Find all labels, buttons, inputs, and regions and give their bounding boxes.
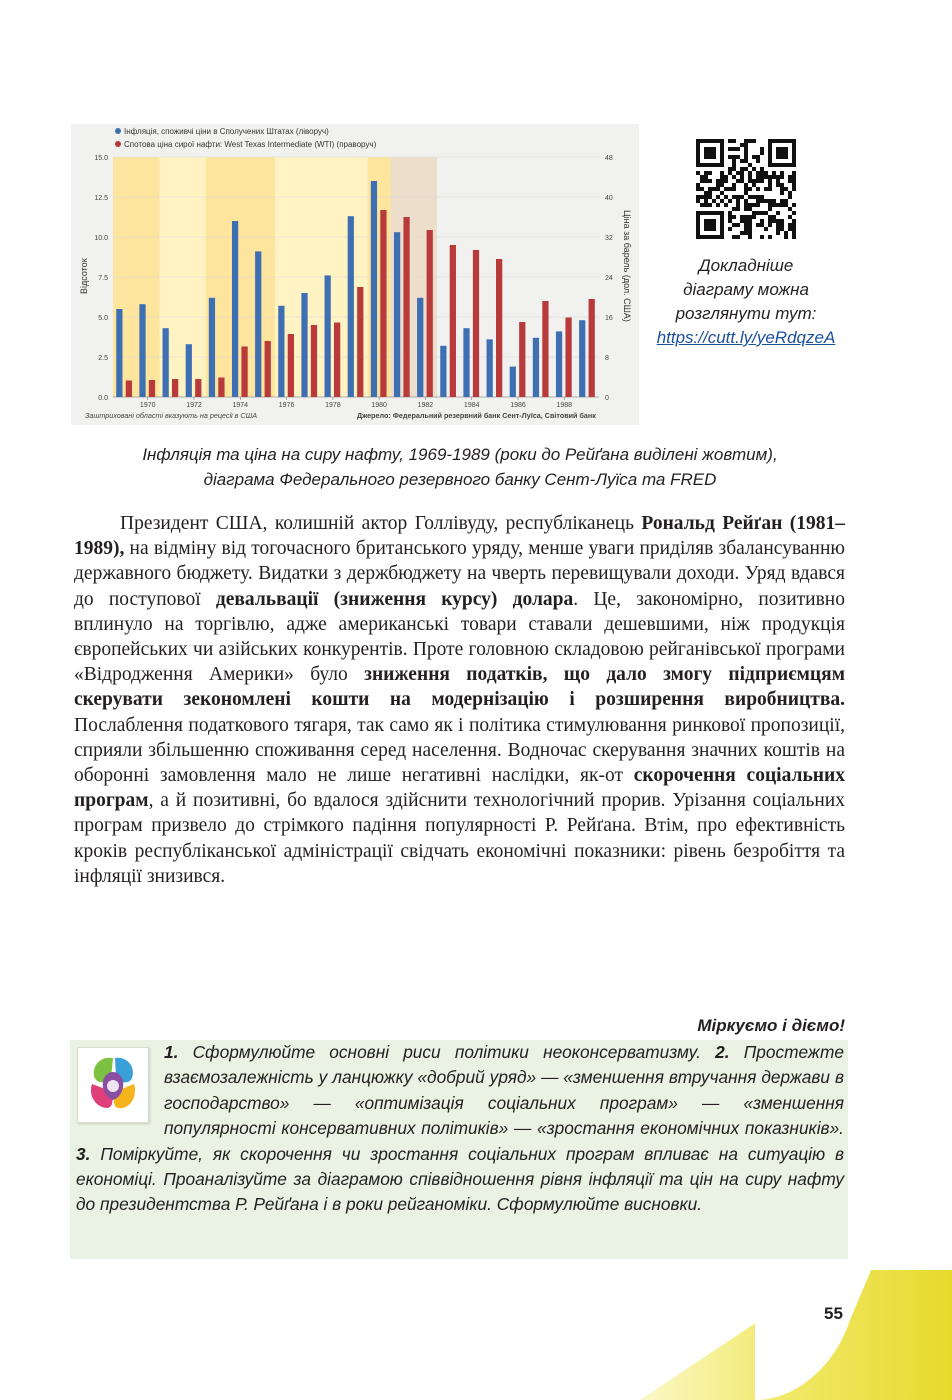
task-number: 2. — [715, 1042, 730, 1062]
left-tick-label: 10.0 — [94, 235, 108, 242]
inflation-bar — [417, 298, 423, 397]
oil-price-bar — [334, 323, 340, 398]
legend-oil-label: Спотова ціна сирої нафти: West Texas Intermediate (WTI) (праворуч) — [124, 140, 377, 149]
task-number: 3. — [76, 1143, 91, 1164]
oil-price-bar — [149, 380, 155, 397]
chart-footnote-source: Джерело: Федеральний резервний банк Сент-Луїса, Світовий банк — [357, 411, 596, 420]
right-tick-label: 24 — [605, 275, 613, 282]
bold-run: девальвації (зниження курсу) долара — [215, 588, 574, 610]
left-tick-label: 2.5 — [98, 355, 108, 362]
x-tick-label: 1980 — [371, 402, 387, 409]
inflation-bar — [325, 275, 331, 397]
x-tick-label: 1976 — [278, 402, 295, 409]
right-tick-label: 40 — [605, 195, 613, 202]
caption-line: Інфляція та ціна на сиру нафту, 1969-1989 (роки до Рейґана виділені жовтим), — [142, 445, 778, 464]
chart-footnote-recession: Заштриховані області вказують на рецесії в США — [85, 411, 257, 420]
oil-price-bar — [565, 318, 571, 398]
inflation-bar — [301, 293, 307, 397]
inflation-bar — [116, 309, 122, 397]
qr-note-line: діаграму можна — [683, 280, 809, 299]
inflation-bar — [209, 298, 215, 397]
oil-price-bar — [403, 217, 409, 397]
bold-run: Рональд Рейґан (1981–1989), — [74, 513, 845, 560]
text-run: Президент США, колишній актор Голлівуду, республіканець — [120, 513, 642, 534]
inflation-bar — [579, 320, 585, 397]
caption-line: діаграма Федерального резервного банку Сент-Луїса та FRED — [203, 470, 717, 489]
inflation-oil-chart — [71, 124, 639, 425]
main-paragraph — [74, 511, 845, 889]
right-tick-label: 8 — [605, 355, 609, 362]
inflation-bar — [533, 338, 539, 397]
page-corner-decoration — [0, 1260, 952, 1400]
task-question: Сформулюйте основні риси політики неоконсерватизму. — [178, 1042, 701, 1062]
task-question: Поміркуйте, як скорочення чи зростання соціальних програм впливає на ситуацію в економіці. Проаналізуйте за діаграмою співвідношення рівня інфляції та цін на сиру нафту до президентства Р. Рейґана і в роки рейганоміки. Сформулюйте висновки. — [76, 1143, 844, 1215]
qr-link[interactable]: https://cutt.ly/yeRdqzeA — [656, 328, 836, 347]
figure-caption — [70, 442, 850, 492]
qr-note — [648, 254, 844, 350]
inflation-bar — [556, 331, 562, 397]
inflation-bar — [255, 251, 261, 397]
oil-price-bar — [172, 379, 178, 397]
x-tick-label: 1984 — [463, 402, 480, 409]
legend-inflation-marker — [115, 128, 121, 134]
left-tick-label: 15.0 — [94, 155, 108, 162]
oil-price-bar — [450, 245, 456, 397]
left-tick-label: 0.0 — [98, 395, 108, 402]
right-tick-label: 48 — [605, 155, 613, 162]
left-tick-label: 5.0 — [98, 315, 108, 322]
inflation-bar — [163, 328, 169, 397]
right-tick-label: 16 — [605, 315, 613, 322]
inflation-bar — [440, 346, 446, 397]
task-number: 1. — [164, 1042, 179, 1062]
oil-price-bar — [311, 325, 317, 397]
oil-price-bar — [519, 322, 525, 397]
legend-oil-marker — [115, 141, 121, 147]
oil-price-bar — [126, 381, 132, 398]
y-axis-left-label: Відсоток — [79, 258, 89, 294]
y-axis-right-label: Ціна за барель (дол. США) — [622, 210, 632, 322]
tasks-heading: Міркуємо і діємо! — [697, 1016, 845, 1035]
chart-figure — [71, 124, 639, 425]
x-tick-label: 1982 — [417, 402, 434, 409]
oil-price-bar — [195, 379, 201, 397]
inflation-bar — [278, 306, 284, 397]
tasks-text — [76, 1040, 844, 1218]
inflation-bar — [463, 328, 469, 397]
x-tick-label: 1970 — [139, 402, 156, 409]
page-number: 55 — [824, 1304, 843, 1323]
oil-price-bar — [241, 347, 247, 398]
left-tick-label: 7.5 — [98, 275, 108, 282]
qr-note-line: Докладніше — [698, 256, 794, 275]
inflation-bar — [139, 304, 145, 397]
oil-price-bar — [473, 250, 479, 397]
left-tick-label: 12.5 — [94, 195, 108, 202]
x-tick-label: 1972 — [186, 402, 202, 409]
x-tick-label: 1978 — [325, 402, 341, 409]
qr-code-icon[interactable] — [696, 139, 796, 239]
oil-price-bar — [427, 230, 433, 397]
text-run: , а й позитивні, бо вдалося здійснити технологічний прорив. Урізання соціальних програм призвело до стрімкого падіння популярності Р. Рейґана. Втім, про ефективність кроків республіканської адміністрації свідчать економічні показники: рівень безробіття та інфляції знизився. — [74, 790, 845, 887]
legend-inflation-label: Інфляція, споживчі ціни в Сполучених Штатах (ліворуч) — [124, 127, 329, 136]
inflation-bar — [371, 181, 377, 397]
inflation-bar — [487, 339, 493, 397]
oil-price-bar — [380, 210, 386, 397]
text-run: Послаблення податкового тягаря, так само як і політика стимулювання ринкової пропозиції, сприяли збільшенню споживання серед населення. Водночас скерування значних коштів на оборонні замовлення мало не лише негативні наслідки, як-от — [74, 714, 845, 787]
right-tick-label: 32 — [605, 235, 613, 242]
oil-price-bar — [265, 341, 271, 397]
task-question: Простежте взаємозалежність у ланцюжку «добрий уряд» — «зменшення втручання держави в господарство» — «оптимізація соціальних програм» — «зменшення популярності консервативних політиків» — «зростання економічних показників». — [164, 1042, 844, 1139]
oil-price-bar — [218, 378, 224, 398]
text-run: на відміну від тогочасного британського уряду, менше уваги приділяв збалансуванню державного бюджету. Видатки з держбюджету на чверть перевищували доходи. Уряд вдався до поступової — [74, 538, 845, 610]
bold-run: зниження податків, що дало змогу підприємцям скерувати зекономлені кошти на модернізацію і розширення виробництва. — [74, 664, 845, 711]
right-tick-label: 0 — [605, 395, 609, 402]
qr-note-line: розглянути тут: — [675, 304, 817, 323]
x-tick-label: 1986 — [510, 402, 526, 409]
bold-run: скорочення соціальних програм — [74, 765, 845, 812]
oil-price-bar — [496, 259, 502, 397]
oil-price-bar — [542, 301, 548, 397]
inflation-bar — [510, 367, 516, 397]
x-tick-label: 1974 — [232, 402, 249, 409]
inflation-bar — [348, 216, 354, 397]
oil-price-bar — [589, 299, 595, 397]
inflation-bar — [394, 232, 400, 397]
oil-price-bar — [357, 287, 363, 397]
oil-price-bar — [288, 334, 294, 397]
inflation-bar — [186, 344, 192, 397]
text-run: . Це, закономірно, позитивно вплинуло на торгівлю, адже американські товари ставали дешевшими, ніж продукція європейських чи азійських конкурентів. Проте головною складовою рейганівської програми «Відродження Америки» було — [74, 588, 845, 686]
inflation-bar — [232, 221, 238, 397]
x-tick-label: 1988 — [556, 402, 573, 409]
